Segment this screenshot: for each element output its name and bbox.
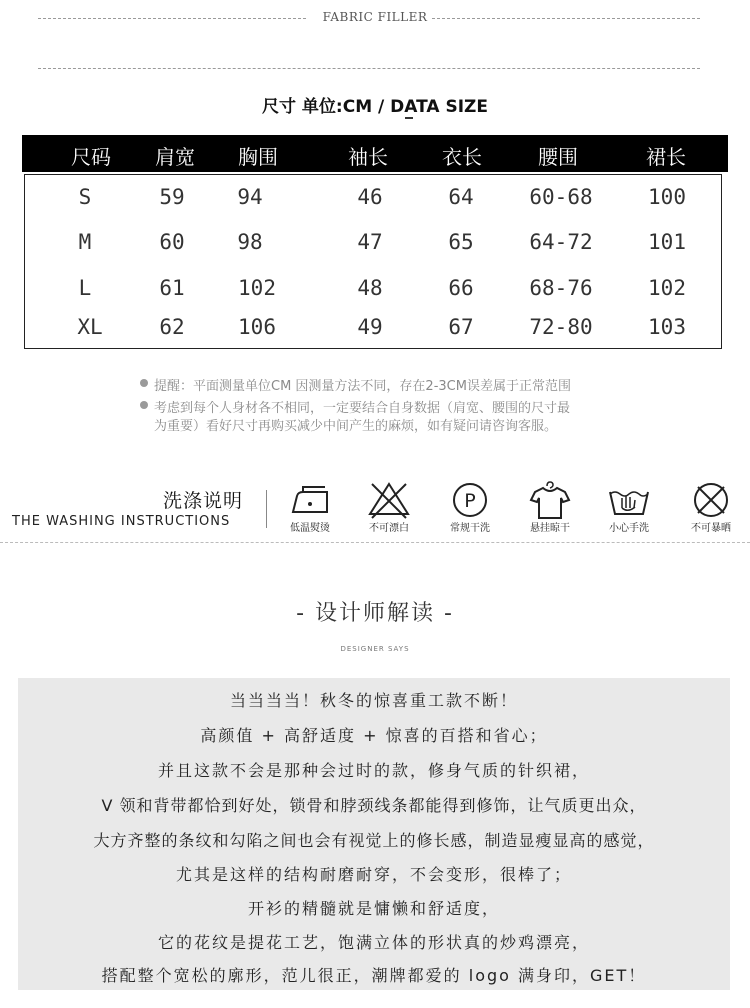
size-table-title: 尺寸 单位:CM / DATA SIZE — [262, 97, 488, 117]
note-bullet-icon — [140, 401, 148, 409]
size-table-body — [24, 174, 722, 349]
hang-dry-icon — [527, 480, 573, 520]
table-cell: M — [78, 230, 92, 254]
washing-title-cn: 洗涤说明 — [163, 490, 244, 512]
table-cell: S — [78, 185, 92, 209]
column-header-size: 尺码 — [71, 145, 111, 169]
designer-text-line: 尤其是这样的结构耐磨耐穿，不会变形，很棒了； — [175, 865, 572, 884]
table-cell: 49 — [357, 315, 383, 339]
column-header-skirt-length: 裙长 — [646, 145, 686, 169]
designer-text-line: 当当当当！秋冬的惊喜重工款不断！ — [229, 691, 518, 710]
table-cell: L — [78, 276, 92, 300]
table-cell: 94 — [237, 185, 263, 209]
designer-text-line: 搭配整个宽松的廓形，范儿很正，潮牌都爱的 logo 满身印，GET！ — [101, 966, 647, 985]
table-cell: 64 — [448, 185, 474, 209]
designer-says-subtitle: DESIGNER SAYS — [340, 645, 410, 653]
table-cell: 102 — [238, 276, 276, 300]
designer-text-line: 大方齐整的条纹和勾陷之间也会有视觉上的修长感，制造显瘦显高的感觉， — [93, 831, 655, 850]
size-table-header — [22, 135, 728, 172]
wash-label-dry-clean: 常规干洗 — [450, 523, 490, 534]
professional-dry-clean-icon — [447, 480, 493, 520]
column-header-shoulder: 肩宽 — [155, 145, 195, 169]
designer-text-line: V 领和背带都恰到好处，锁骨和脖颈线条都能得到修饰，让气质更出众， — [101, 796, 647, 815]
table-cell: 102 — [648, 276, 686, 300]
table-cell: 68-76 — [529, 276, 593, 300]
table-cell: 46 — [357, 185, 383, 209]
table-cell: 59 — [159, 185, 185, 209]
note-bullet-icon — [140, 379, 148, 387]
table-cell: 60 — [159, 230, 185, 254]
table-cell: 66 — [448, 276, 474, 300]
wash-label-no-sun: 不可暴晒 — [691, 523, 731, 534]
wash-label-hand-wash: 小心手洗 — [609, 523, 649, 534]
column-header-length: 衣长 — [442, 145, 482, 169]
table-cell: 101 — [648, 230, 686, 254]
no-tumble-dry-icon — [688, 480, 734, 520]
top-divider-right — [432, 18, 700, 19]
low-temp-iron-icon — [287, 480, 333, 520]
wash-label-iron: 低温熨烫 — [290, 523, 330, 534]
table-cell: 61 — [159, 276, 185, 300]
note-line: 提醒：平面测量单位CM 因测量方法不同，存在2-3CM误差属于正常范围 — [154, 379, 571, 394]
table-cell: XL — [77, 315, 103, 339]
table-cell: 72-80 — [529, 315, 593, 339]
designer-text-line: 它的花纹是提花工艺，饱满立体的形状真的炒鸡漂亮， — [157, 933, 590, 952]
table-cell: 67 — [448, 315, 474, 339]
designer-text-line: 高颜值 + 高舒适度 + 惊喜的百搭和省心； — [200, 726, 548, 745]
second-divider — [38, 68, 700, 69]
table-cell: 98 — [237, 230, 263, 254]
washing-divider-bottom — [0, 542, 750, 543]
hand-wash-icon — [606, 480, 652, 520]
designer-text-line: 并且这款不会是那种会过时的款，修身气质的针织裙， — [157, 761, 590, 780]
designer-text-line: 开衫的精髓就是慵懒和舒适度， — [247, 899, 500, 918]
washing-divider — [266, 490, 267, 528]
column-header-waist: 腰围 — [538, 145, 578, 169]
table-cell: 62 — [159, 315, 185, 339]
table-cell: 103 — [648, 315, 686, 339]
note-line: 考虑到每个人身材各不相同，一定要结合自身数据（肩宽、腰围的尺寸最 — [154, 401, 571, 416]
designer-says-title: - 设计师解读 - — [296, 601, 454, 626]
washing-title-en: THE WASHING INSTRUCTIONS — [12, 514, 231, 529]
column-header-sleeve: 袖长 — [348, 145, 388, 169]
svg-text:P: P — [464, 490, 476, 512]
table-cell: 65 — [448, 230, 474, 254]
table-cell: 48 — [357, 276, 383, 300]
column-header-bust: 胸围 — [238, 145, 278, 169]
note-line: 为重要）看好尺寸再购买减少中间产生的麻烦，如有疑问请咨询客服。 — [154, 419, 558, 434]
table-cell: 100 — [648, 185, 686, 209]
table-cell: 60-68 — [529, 185, 593, 209]
table-cell: 64-72 — [529, 230, 593, 254]
title-underline-mark — [405, 117, 413, 119]
table-cell: 106 — [238, 315, 276, 339]
wash-label-bleach: 不可漂白 — [369, 523, 409, 534]
no-bleach-icon — [366, 480, 412, 520]
table-cell: 47 — [357, 230, 383, 254]
wash-label-hang-dry: 悬挂晾干 — [530, 523, 570, 534]
fabric-filler-title: FABRIC FILLER — [322, 10, 428, 24]
